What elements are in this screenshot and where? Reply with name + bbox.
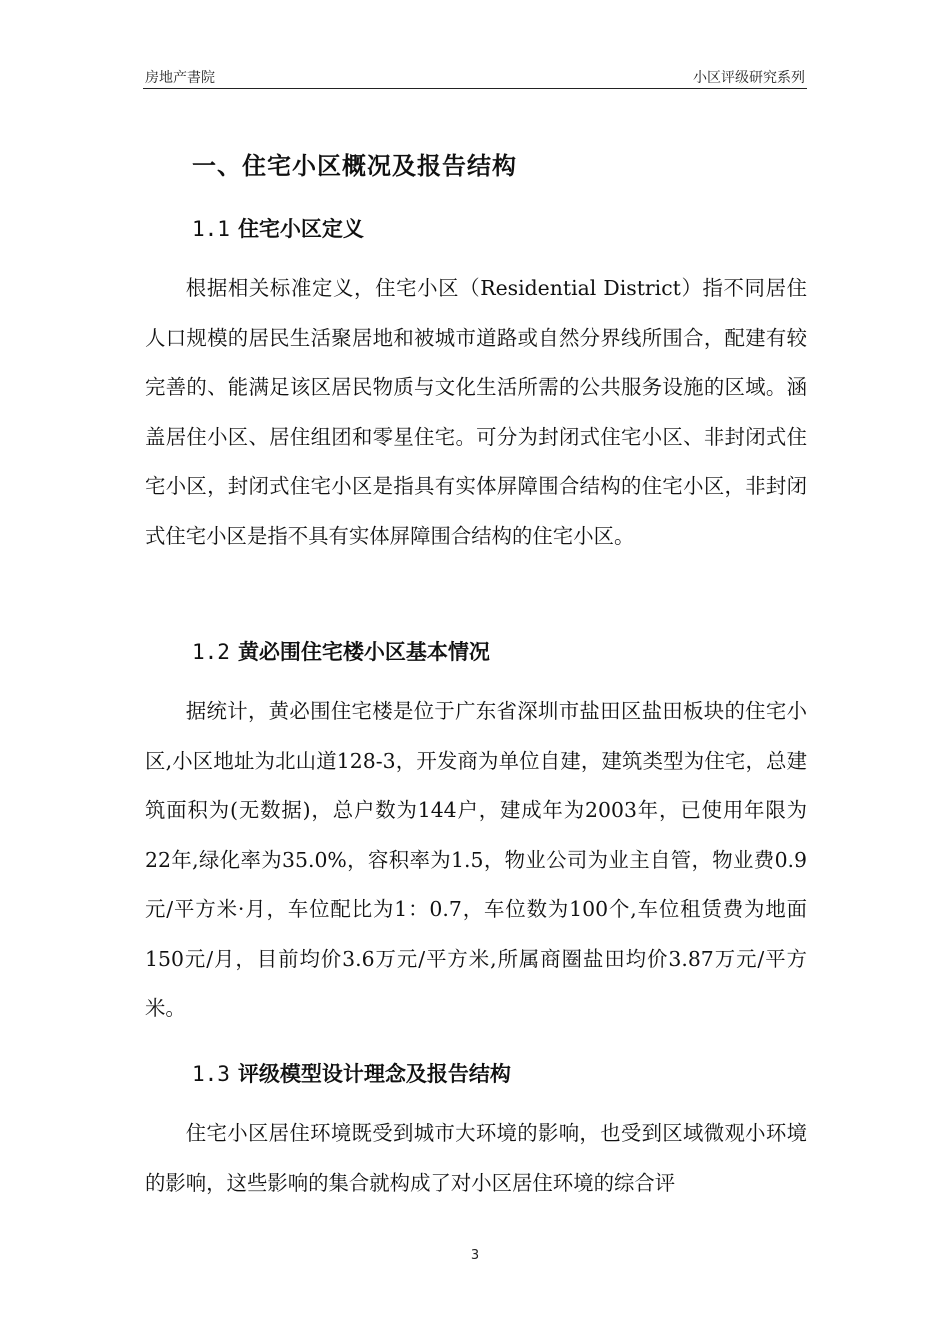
chapter-title: 一、住宅小区概况及报告结构	[192, 152, 517, 180]
section-paragraph-1-2: 据统计，黄必围住宅楼是位于广东省深圳市盐田区盐田板块的住宅小区,小区地址为北山道128-3，开发商为单位自建，建筑类型为住宅，总建筑面积为(无数据)，总户数为144户，建成年为2003年，已使用年限为22年,绿化率为35.0%，容积率为1.5，物业公司为业主自管，物业费0.9元/平方米·月，车位配比为1：0.7，车位数为100个,车位租赁费为地面150元/月，目前均价3.6万元/平方米,所属商圈盐田均价3.87万元/平方米。	[145, 699, 807, 1020]
section-heading-1-2	[192, 636, 490, 666]
section-title: 黄必围住宅楼小区基本情况	[237, 640, 490, 664]
section-paragraph-1-3: 住宅小区居住环境既受到城市大环境的影响，也受到区域微观小环境的影响，这些影响的集合就构成了对小区居住环境的综合评	[145, 1121, 807, 1195]
section-paragraph-1-1: 根据相关标准定义，住宅小区（Residential District）指不同居住人口规模的居民生活聚居地和被城市道路或自然分界线所围合，配建有较完善的、能满足该区居民物质与文化生活所需的公共服务设施的区域。涵盖居住小区、居住组团和零星住宅。可分为封闭式住宅小区、非封闭式住宅小区，封闭式住宅小区是指具有实体屏障围合结构的住宅小区，非封闭式住宅小区是指不具有实体屏障围合结构的住宅小区。	[145, 276, 807, 548]
section-number: 1.3	[192, 1062, 230, 1086]
section-heading-1-1	[192, 213, 364, 243]
page-number: 3	[470, 1248, 480, 1263]
section-number: 1.1	[192, 217, 230, 241]
section-title: 住宅小区定义	[237, 217, 364, 241]
header-series: 小区评级研究系列	[693, 70, 805, 86]
header-publisher: 房地产書院	[145, 70, 215, 86]
page-header	[143, 66, 807, 89]
section-heading-1-3	[192, 1058, 511, 1088]
section-title: 评级模型设计理念及报告结构	[237, 1062, 511, 1086]
section-number: 1.2	[192, 640, 230, 664]
